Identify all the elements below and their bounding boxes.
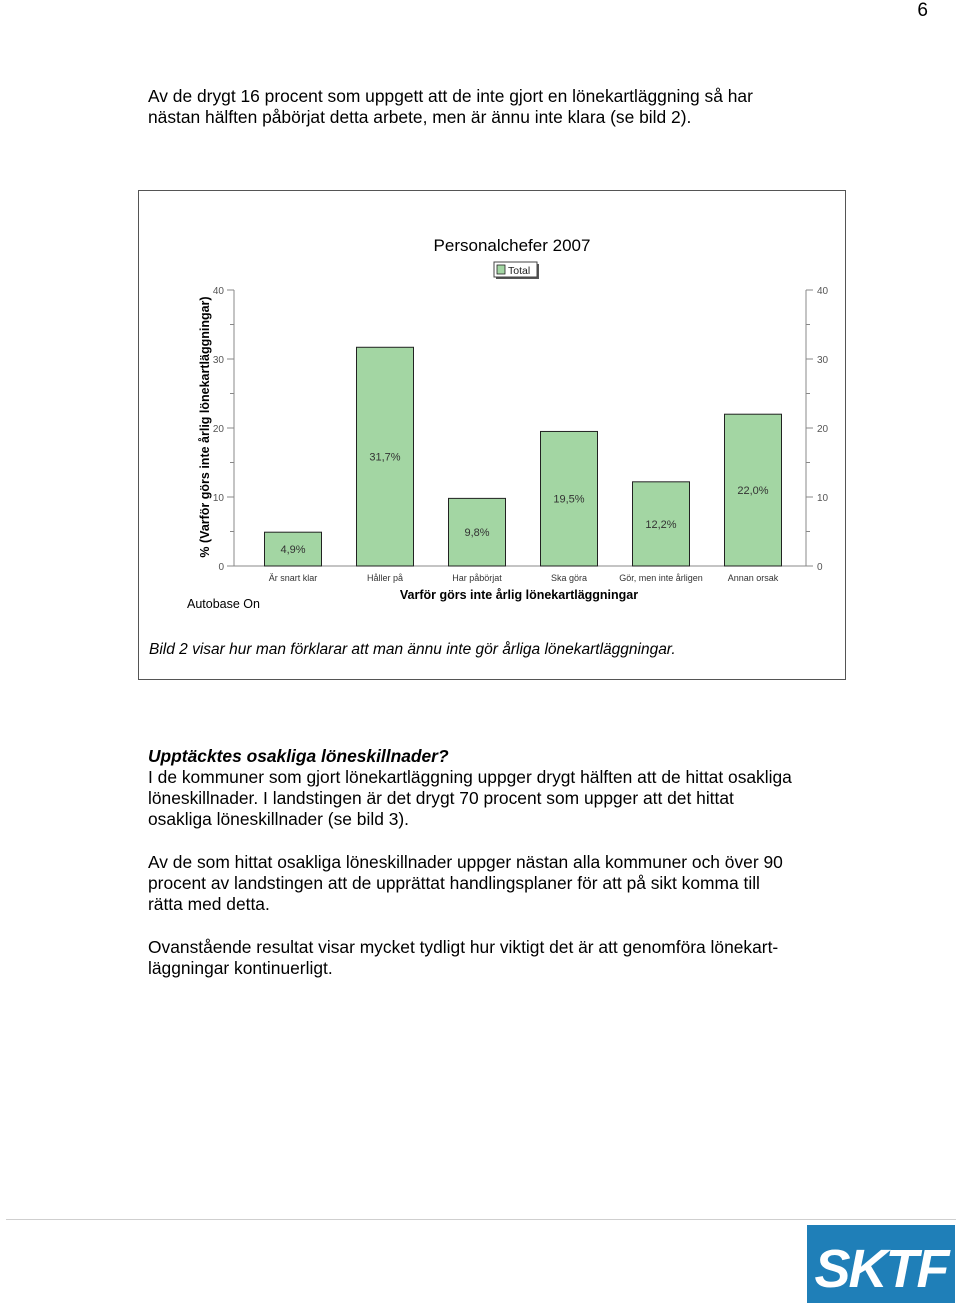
figure-bild-2 <box>138 190 846 680</box>
bar-data-label: 19,5% <box>553 493 585 506</box>
y-tick-label-right: 30 <box>817 355 829 366</box>
bar-data-label: 4,9% <box>280 544 306 557</box>
bar-data-label: 31,7% <box>369 451 401 464</box>
bar-chart <box>139 191 847 631</box>
x-tick-label: Annan orsak <box>727 573 779 583</box>
page-number: 6 <box>917 0 928 21</box>
x-tick-label: Är snart klar <box>268 573 318 583</box>
footer-divider <box>6 1219 956 1220</box>
chart-title: Personalchefer 2007 <box>433 236 591 255</box>
legend-label: Total <box>508 265 531 277</box>
paragraph-line: Av de som hittat osakliga löneskillnader uppger nästan alla kommuner och över 90 <box>148 852 783 872</box>
paragraph-line: Ovanstående resultat visar mycket tydligt hur viktigt det är att genomföra lönekart- <box>148 937 779 957</box>
paragraph-line: I de kommuner som gjort lönekartläggning uppger drygt hälften att de hittat osakliga <box>148 767 792 787</box>
watermark: Autobase On <box>187 597 260 611</box>
section-heading: Upptäcktes osakliga löneskillnader? <box>148 746 449 766</box>
y-axis-label: % (Varför görs inte årlig lönekartläggningar) <box>198 296 212 558</box>
y-tick-label-right: 40 <box>817 286 829 297</box>
y-tick-label-right: 20 <box>817 424 829 435</box>
x-tick-label: Håller på <box>366 573 404 583</box>
x-tick-label: Har påbörjat <box>452 573 502 583</box>
x-tick-label: Ska göra <box>550 573 588 583</box>
chart-legend <box>494 262 539 279</box>
bar-data-label: 9,8% <box>464 527 490 540</box>
legend-swatch <box>497 265 505 274</box>
paragraph-action-plans <box>148 852 848 915</box>
y-tick-label-left: 10 <box>212 493 224 504</box>
paragraph-conclusion <box>148 937 848 979</box>
y-tick-label-left: 40 <box>212 286 224 297</box>
x-axis-label: Varför görs inte årlig lönekartläggningar <box>399 588 639 602</box>
y-tick-label-left: 20 <box>212 424 224 435</box>
paragraph-line: osakliga löneskillnader (se bild 3). <box>148 809 409 829</box>
y-tick-label-left: 0 <box>218 562 224 573</box>
intro-line: Av de drygt 16 procent som uppgett att de inte gjort en lönekartläggning så har <box>148 86 753 106</box>
y-tick-label-left: 30 <box>212 355 224 366</box>
sktf-logo <box>807 1225 955 1303</box>
x-tick-label: Gör, men inte årligen <box>619 573 703 583</box>
intro-line: nästan hälften påbörjat detta arbete, men är ännu inte klara (se bild 2). <box>148 107 692 127</box>
plot-area <box>213 286 829 583</box>
paragraph-line: rätta med detta. <box>148 894 270 914</box>
bar-data-label: 12,2% <box>645 518 677 531</box>
y-tick-label-right: 0 <box>817 562 823 573</box>
paragraph-line: läggningar kontinuerligt. <box>148 958 333 978</box>
intro-paragraph <box>148 86 848 128</box>
y-tick-label-right: 10 <box>817 493 829 504</box>
paragraph-findings <box>148 767 848 830</box>
bar-data-label: 22,0% <box>737 485 769 498</box>
paragraph-line: procent av landstingen att de upprättat handlingsplaner för att på sikt komma till <box>148 873 760 893</box>
logo-text: SKTF <box>814 1239 948 1299</box>
paragraph-line: löneskillnader. I landstingen är det drygt 70 procent som uppger att det hittat <box>148 788 734 808</box>
figure-caption: Bild 2 visar hur man förklarar att man ännu inte gör årliga lönekartläggningar. <box>149 641 676 658</box>
